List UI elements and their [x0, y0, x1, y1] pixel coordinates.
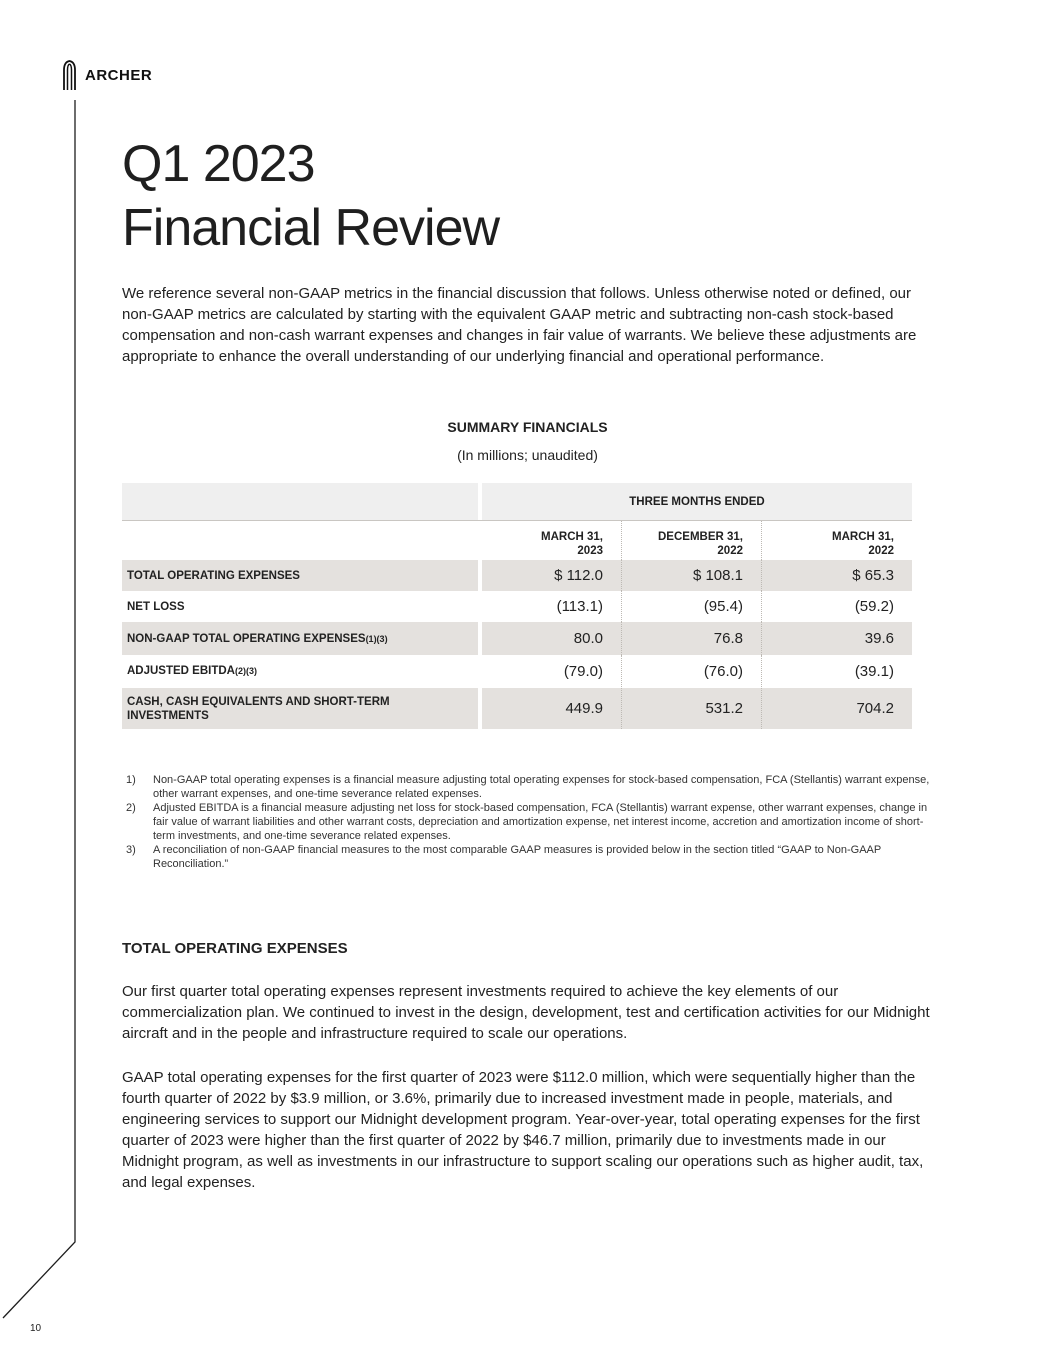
- title-line-2: Financial Review: [122, 199, 500, 257]
- row-value: $ 112.0: [482, 560, 622, 591]
- column-header-line: DECEMBER 31,: [658, 531, 743, 543]
- row-value: 80.0: [482, 622, 622, 655]
- summary-title: SUMMARY FINANCIALS: [447, 419, 608, 435]
- row-label: [122, 591, 478, 622]
- row-value: (59.2): [854, 598, 894, 615]
- page-edge-line: [0, 0, 80, 1365]
- row-label-text: ADJUSTED EBITDA: [127, 665, 235, 677]
- table-row: [122, 655, 912, 687]
- page-title: [122, 132, 499, 260]
- row-value: (39.1): [854, 662, 894, 680]
- row-value: (76.0): [622, 655, 762, 687]
- archer-logo-icon: [62, 60, 77, 90]
- row-label: [122, 560, 478, 591]
- footnote: [126, 801, 936, 843]
- table-column-header-row: [122, 521, 912, 560]
- row-label-text: NON-GAAP TOTAL OPERATING EXPENSES: [127, 632, 366, 645]
- row-value: $ 65.3: [762, 560, 912, 591]
- group-header: THREE MONTHS ENDED: [482, 483, 912, 520]
- footnote: [126, 773, 936, 801]
- column-header-line: 2023: [577, 545, 603, 557]
- page-number: 10: [30, 1323, 42, 1334]
- column-header-line: 2022: [868, 545, 894, 557]
- row-value: $ 108.1: [622, 560, 762, 591]
- column-header-line: MARCH 31,: [832, 531, 894, 543]
- row-value: (95.4): [622, 591, 762, 622]
- table-row: [122, 622, 912, 655]
- table-row: [122, 591, 912, 622]
- footnote-number: 1): [126, 774, 136, 786]
- row-value: 449.9: [482, 688, 622, 729]
- footnote-number: 2): [126, 802, 136, 814]
- column-header: [762, 521, 912, 560]
- column-header: [622, 521, 762, 560]
- table-row: [122, 560, 912, 591]
- footnote-text: A reconciliation of non-GAAP financial measures to the most comparable GAAP measures is provided below in the section titled “GAAP to Non-GAAP Reconciliation.”: [153, 844, 882, 870]
- footnotes: [126, 773, 936, 871]
- footnote-number: 3): [126, 844, 136, 856]
- table-group-header-row: [122, 483, 912, 521]
- footnote-text: Non-GAAP total operating expenses is a financial measure adjusting total operating expenses for stock-based compensation, FCA (Stellantis) warrant expense, other warrant expenses, and one-time severance related expenses.: [153, 774, 930, 800]
- title-line-1: Q1 2023: [122, 135, 315, 193]
- row-value: 531.2: [622, 688, 762, 729]
- row-label: ADJUSTED EBITDA (2)(3): [127, 665, 257, 677]
- row-label-text: CASH, CASH EQUIVALENTS AND SHORT-TERM INVESTMENTS: [127, 695, 390, 722]
- column-header-line: 2022: [717, 545, 743, 557]
- section-paragraph-2: GAAP total operating expenses for the first quarter of 2023 were $112.0 million, which were sequentially higher than the fourth quarter of 2022 by $3.9 million, or 3.6%, primarily due to increased investment made in people, materials, and engineering services to support our Midnight development program. Year-over-year, total operating expenses for the first quarter of 2023 were higher than the first quarter of 2022 by $46.7 million, primarily due to investments made in our Midnight program, as well as investments in our infrastructure to support scaling our operations such as higher audit, tax, and legal expenses.: [122, 1069, 924, 1191]
- section-heading: TOTAL OPERATING EXPENSES: [122, 940, 348, 957]
- footnote: [126, 843, 936, 871]
- row-value: 704.2: [762, 688, 912, 729]
- brand-name: ARCHER: [85, 66, 153, 84]
- row-value: (79.0): [482, 655, 622, 687]
- intro-paragraph: We reference several non-GAAP metrics in the financial discussion that follows. Unless otherwise noted or defined, our non-GAAP metrics are calculated by starting with the equivalent GAAP metric and subtracting non-cash stock-based compensation and non-cash warrant expenses and changes in fair value of warrants. We believe these adjustments are appropriate to enhance the overall understanding of our underlying financial and operational performance.: [122, 285, 917, 365]
- table-header-blank: [122, 483, 478, 520]
- column-header-line: MARCH 31,: [541, 531, 603, 543]
- column-header: [482, 521, 622, 560]
- row-label: [122, 688, 478, 729]
- table-row: [122, 688, 912, 729]
- section-paragraph-1: Our first quarter total operating expenses represent investments required to achieve the key elements of our commercialization plan. We continued to invest in the design, development, test and certification activities for our Midnight aircraft and in the people and infrastructure required to scale our operations.: [122, 983, 930, 1042]
- row-value: 76.8: [622, 622, 762, 655]
- summary-subtitle: (In millions; unaudited): [457, 447, 598, 463]
- footnote-text: Adjusted EBITDA is a financial measure adjusting net loss for stock-based compensation, FCA (Stellantis) warrant expense, other warrant expenses, change in fair value of warrant liabilities and other warrant costs, depreciation and amortization expense, net interest income, accretion and amortization income of short-term investments, and one-time severance related expenses.: [153, 802, 928, 842]
- row-label: NON-GAAP TOTAL OPERATING EXPENSES (1)(3): [122, 622, 478, 655]
- row-value: (113.1): [482, 591, 622, 622]
- archer-logo: [62, 60, 152, 90]
- row-value: 39.6: [762, 622, 912, 655]
- row-label-text: NET LOSS: [127, 600, 185, 613]
- row-label-text: TOTAL OPERATING EXPENSES: [127, 569, 300, 582]
